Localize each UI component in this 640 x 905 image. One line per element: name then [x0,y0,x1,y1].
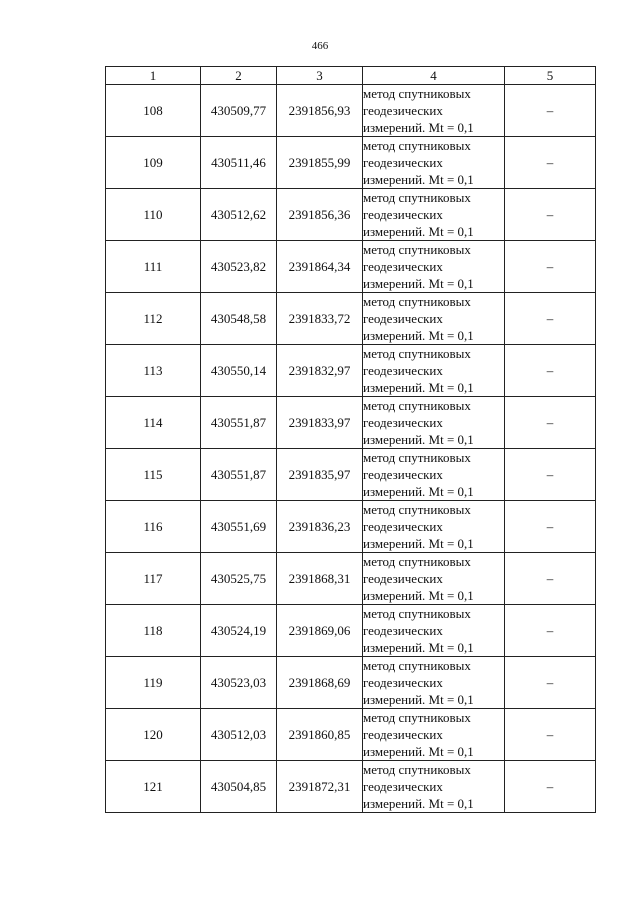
x-coordinate-cell: 430512,62 [201,189,277,241]
y-coordinate-cell: 2391835,97 [277,449,363,501]
note-cell: – [505,345,596,397]
method-line: измерений. Mt = 0,1 [363,224,474,239]
method-cell [363,241,505,293]
method-line: геодезических [363,727,443,742]
point-number-cell: 113 [106,345,201,397]
x-coordinate-cell: 430523,82 [201,241,277,293]
y-coordinate-cell: 2391832,97 [277,345,363,397]
table-row [106,553,596,605]
point-number-cell: 114 [106,397,201,449]
method-line: геодезических [363,779,443,794]
point-number-cell: 117 [106,553,201,605]
method-line: геодезических [363,207,443,222]
column-header: 2 [201,67,277,85]
table-row [106,137,596,189]
y-coordinate-cell: 2391868,69 [277,657,363,709]
point-number-cell: 111 [106,241,201,293]
method-line: метод спутниковых [363,86,471,101]
method-line: метод спутниковых [363,450,471,465]
method-cell [363,293,505,345]
method-line: измерений. Mt = 0,1 [363,432,474,447]
y-coordinate-cell: 2391856,93 [277,85,363,137]
x-coordinate-cell: 430504,85 [201,761,277,813]
x-coordinate-cell: 430525,75 [201,553,277,605]
x-coordinate-cell: 430551,87 [201,397,277,449]
note-cell: – [505,761,596,813]
y-coordinate-cell: 2391860,85 [277,709,363,761]
point-number-cell: 110 [106,189,201,241]
method-line: геодезических [363,415,443,430]
method-line: метод спутниковых [363,606,471,621]
note-cell: – [505,657,596,709]
column-header: 5 [505,67,596,85]
method-line: измерений. Mt = 0,1 [363,380,474,395]
x-coordinate-cell: 430548,58 [201,293,277,345]
method-line: геодезических [363,467,443,482]
x-coordinate-cell: 430523,03 [201,657,277,709]
y-coordinate-cell: 2391833,97 [277,397,363,449]
method-line: метод спутниковых [363,554,471,569]
method-cell [363,761,505,813]
method-cell [363,553,505,605]
method-line: измерений. Mt = 0,1 [363,120,474,135]
table-row [106,189,596,241]
point-number-cell: 109 [106,137,201,189]
note-cell: – [505,137,596,189]
y-coordinate-cell: 2391833,72 [277,293,363,345]
method-line: измерений. Mt = 0,1 [363,744,474,759]
table-row [106,709,596,761]
method-line: метод спутниковых [363,138,471,153]
method-line: измерений. Mt = 0,1 [363,796,474,811]
method-line: измерений. Mt = 0,1 [363,536,474,551]
point-number-cell: 118 [106,605,201,657]
method-line: метод спутниковых [363,398,471,413]
method-cell [363,657,505,709]
note-cell: – [505,241,596,293]
y-coordinate-cell: 2391856,36 [277,189,363,241]
method-line: метод спутниковых [363,762,471,777]
method-line: геодезических [363,675,443,690]
note-cell: – [505,501,596,553]
column-header: 1 [106,67,201,85]
x-coordinate-cell: 430512,03 [201,709,277,761]
x-coordinate-cell: 430524,19 [201,605,277,657]
method-line: геодезических [363,311,443,326]
method-line: метод спутниковых [363,710,471,725]
point-number-cell: 108 [106,85,201,137]
page-number: 466 [311,40,329,52]
method-cell [363,345,505,397]
y-coordinate-cell: 2391836,23 [277,501,363,553]
table-row [106,605,596,657]
y-coordinate-cell: 2391864,34 [277,241,363,293]
method-line: геодезических [363,571,443,586]
note-cell: – [505,553,596,605]
table-header-row [106,67,596,85]
note-cell: – [505,293,596,345]
point-number-cell: 120 [106,709,201,761]
table-row [106,293,596,345]
method-line: метод спутниковых [363,658,471,673]
point-number-cell: 115 [106,449,201,501]
point-number-cell: 119 [106,657,201,709]
method-line: метод спутниковых [363,502,471,517]
table-row [106,241,596,293]
note-cell: – [505,85,596,137]
method-line: измерений. Mt = 0,1 [363,692,474,707]
method-line: измерений. Mt = 0,1 [363,276,474,291]
column-header: 3 [277,67,363,85]
method-line: измерений. Mt = 0,1 [363,484,474,499]
method-cell [363,397,505,449]
point-number-cell: 116 [106,501,201,553]
x-coordinate-cell: 430551,87 [201,449,277,501]
method-cell [363,137,505,189]
method-line: метод спутниковых [363,242,471,257]
method-line: геодезических [363,363,443,378]
method-cell [363,189,505,241]
x-coordinate-cell: 430509,77 [201,85,277,137]
method-line: метод спутниковых [363,294,471,309]
table-row [106,657,596,709]
table-row [106,345,596,397]
table-row [106,501,596,553]
y-coordinate-cell: 2391868,31 [277,553,363,605]
x-coordinate-cell: 430550,14 [201,345,277,397]
method-line: метод спутниковых [363,346,471,361]
method-line: геодезических [363,103,443,118]
method-line: геодезических [363,623,443,638]
method-line: геодезических [363,155,443,170]
table-body [106,85,596,813]
y-coordinate-cell: 2391855,99 [277,137,363,189]
method-cell [363,501,505,553]
method-line: геодезических [363,519,443,534]
method-line: метод спутниковых [363,190,471,205]
method-line: измерений. Mt = 0,1 [363,172,474,187]
method-line: измерений. Mt = 0,1 [363,328,474,343]
note-cell: – [505,189,596,241]
method-cell [363,449,505,501]
method-cell [363,709,505,761]
note-cell: – [505,605,596,657]
note-cell: – [505,397,596,449]
point-number-cell: 121 [106,761,201,813]
method-line: измерений. Mt = 0,1 [363,640,474,655]
y-coordinate-cell: 2391872,31 [277,761,363,813]
method-line: геодезических [363,259,443,274]
method-cell [363,85,505,137]
table-row [106,397,596,449]
note-cell: – [505,709,596,761]
x-coordinate-cell: 430551,69 [201,501,277,553]
table-row [106,449,596,501]
table-row [106,761,596,813]
method-line: измерений. Mt = 0,1 [363,588,474,603]
note-cell: – [505,449,596,501]
method-cell [363,605,505,657]
y-coordinate-cell: 2391869,06 [277,605,363,657]
x-coordinate-cell: 430511,46 [201,137,277,189]
column-header: 4 [363,67,505,85]
coordinates-table [105,66,596,813]
table-row [106,85,596,137]
point-number-cell: 112 [106,293,201,345]
